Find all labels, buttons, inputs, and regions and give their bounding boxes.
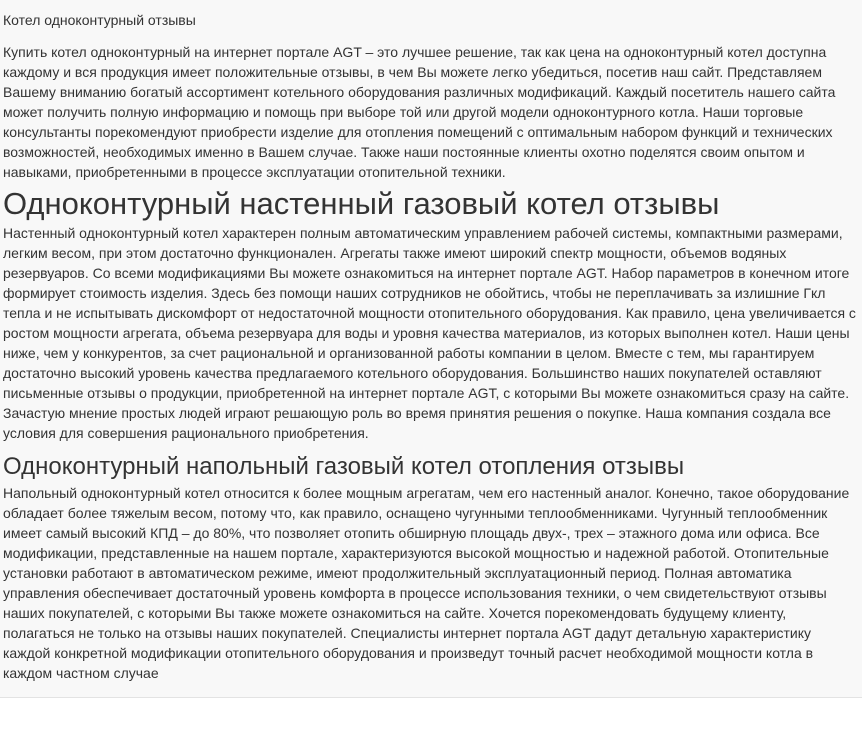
intro-paragraph: Купить котел одноконтурный на интернет портале AGT – это лучшее решение, так как цена на одноконтурный котел доступна каждому и вся продукция имеет положительные отзывы, в чем Вы можете легко убедиться, посетив наш сайт. Представляем Вашему вниманию богатый ассортимент котельного оборудования различных модификаций. Каждый посетитель нашего сайта может получить полную информацию и помощь при выборе той или другой модели одноконтурного котла. Наши торговые консультанты порекомендуют приобрести изделие для отопления помещений с оптимальным набором функций и технических возможностей, необходимых именно в Вашем случае. Также наши постоянные клиенты охотно поделятся своим опытом и навыками, приобретенными в процессе эксплуатации отопительной техники. xyxy=(3,44,836,180)
section-heading-floor-boiler: Одноконтурный напольный газовый котел отопления отзывы xyxy=(3,453,685,480)
section-body-floor-boiler: Напольный одноконтурный котел относится к более мощным агрегатам, чем его настенный аналог. Конечно, такое оборудование обладает более тяжелым весом, потому что, как правило, оснащено чугунными теплообменниками. Чугунный теплообменник имеет самый высокий КПД – до 80%, что позволяет отопить обширную площадь двух-, трех – этажного дома или офиса. Все модификации, представленные на нашем портале, характеризуются высокой мощностью и надежной работой. Отопительные установки работают в автоматическом режиме, имеют продолжительный эксплуатационный период. Полная автоматика управления обеспечивает достаточный уровень комфорта в процессе использования техники, о чем свидетельствуют отзывы наших покупателей, с которыми Вы также можете ознакомиться на сайте. Хочется порекомендовать будущему клиенту, полагаться не только на отзывы наших покупателей. Специалисты интернет портала AGT дадут детальную характеристику каждой конкретной модификации отопительного оборудования и произведут точный расчет необходимой мощности котла в каждом частном случае xyxy=(3,485,850,681)
section-heading-wall-boiler: Одноконтурный настенный газовый котел отзывы xyxy=(3,186,720,221)
page-title: Котел одноконтурный отзывы xyxy=(3,12,196,28)
section-body-wall-boiler: Настенный одноконтурный котел характерен полным автоматическим управлением рабочей системы, компактными размерами, легким весом, при этом достаточно функционален. Агрегаты также имеют широкий спектр мощности, объемов водяных резервуаров. Со всеми модификациями Вы можете ознакомиться на интернет портале AGT. Набор параметров в конечном итоге формирует стоимость изделия. Здесь без помощи наших сотрудников не обойтись, чтобы не переплачивать за излишние Гкл тепла и не испытывать дискомфорт от недостаточной мощности отопительного оборудования. Как правило, цена увеличивается с ростом мощности агрегата, объема резервуара для воды и уровня качества материалов, из которых выполнен котел. Наши цены ниже, чем у конкурентов, за счет рациональной и организованной работы компании в целом. Вместе с тем, мы гарантируем достаточно высокий уровень качества предлагаемого котельного оборудования. Большинство наших покупателей оставляют письменные отзывы о продукции, приобретенной на интернет портале AGT, с которыми Вы можете ознакомиться сразу на сайте. Зачастую мнение простых людей играют решающую роль во время принятия решения о покупке. Наша компания создала все условия для совершения рационального приобретения. xyxy=(3,225,856,441)
